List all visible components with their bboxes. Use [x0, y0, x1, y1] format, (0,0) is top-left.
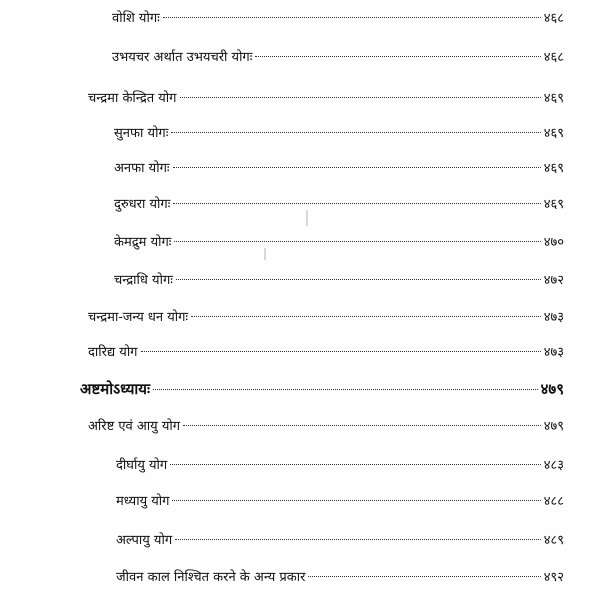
- toc-entry: [114, 158, 564, 180]
- toc-entry: [88, 307, 564, 329]
- toc-entry-title: चन्द्राधि योगः: [114, 273, 173, 288]
- toc-entry-page: ४६८: [543, 50, 564, 65]
- dot-leader: [308, 576, 540, 577]
- toc-chapter-title: अष्टमोऽध्यायः: [80, 380, 151, 398]
- dot-leader: [173, 203, 540, 204]
- toc-entry-title: अल्पायु योग: [116, 533, 173, 548]
- toc-entry: [88, 88, 564, 110]
- toc-entry-page: ४७९: [540, 380, 564, 398]
- dot-leader: [180, 97, 541, 98]
- toc-entry: [116, 567, 564, 589]
- dot-leader: [153, 389, 538, 390]
- scan-mark: [306, 210, 308, 226]
- toc-entry: [114, 232, 564, 254]
- toc-entry-title: जीवन काल निश्चित करने के अन्य प्रकार: [116, 570, 306, 585]
- toc-entry-page: ४६९: [543, 197, 564, 212]
- toc-entry-page: ४७३: [543, 310, 564, 325]
- dot-leader: [255, 56, 540, 57]
- dot-leader: [176, 279, 541, 280]
- toc-entry-page: ४६८: [543, 11, 564, 26]
- toc-entry-page: ४७९: [543, 419, 564, 434]
- dot-leader: [175, 539, 541, 540]
- toc-entry-title: चन्द्रमा-जन्य धन योगः: [88, 310, 189, 325]
- toc-entry-page: ४८८: [543, 494, 564, 509]
- toc-entry-title: चन्द्रमा केन्द्रित योग: [88, 91, 177, 106]
- toc-entry-page: ४६९: [543, 161, 564, 176]
- toc-entry: [112, 47, 564, 69]
- toc-entry-title: केमद्रुम योगः: [114, 235, 172, 250]
- toc-entry-title: मध्यायु योग: [116, 494, 170, 509]
- toc-entry-page: ४६९: [543, 91, 564, 106]
- toc-entry-title: सुनफा योगः: [114, 126, 169, 141]
- dot-leader: [172, 500, 540, 501]
- dot-leader: [163, 17, 541, 18]
- dot-leader: [173, 167, 541, 168]
- toc-entry: [114, 123, 564, 145]
- toc-entry: [88, 416, 564, 438]
- toc-entry-title: अरिष्ट एवं आयु योग: [88, 419, 181, 434]
- toc-chapter-entry: [80, 378, 564, 400]
- toc-entry-page: ४८९: [543, 533, 564, 548]
- toc-entry-title: दुरुधरा योगः: [114, 197, 171, 212]
- toc-entry: [114, 270, 564, 292]
- toc-entry-page: ४७२: [543, 273, 564, 288]
- toc-entry-page: ४८३: [543, 458, 564, 473]
- toc-entry-title: दारिद्य योग: [88, 345, 138, 360]
- dot-leader: [174, 241, 540, 242]
- dot-leader: [141, 351, 541, 352]
- dot-leader: [170, 464, 541, 465]
- toc-entry: [114, 194, 564, 216]
- toc-entry-title: अनफा योगः: [114, 161, 170, 176]
- toc-entry: [116, 530, 564, 552]
- toc-entry-title: उभयचर अर्थात उभयचरी योगः: [112, 50, 253, 65]
- dot-leader: [183, 425, 541, 426]
- scan-mark: [264, 248, 266, 260]
- toc-entry-page: ४७३: [543, 345, 564, 360]
- toc-entry-page: ४६९: [543, 126, 564, 141]
- toc-entry-page: ४७०: [543, 235, 564, 250]
- toc-entry: [112, 8, 564, 30]
- toc-entry-title: वोशि योगः: [112, 11, 160, 26]
- toc-entry: [116, 491, 564, 513]
- toc-entry-page: ४९२: [543, 570, 564, 585]
- dot-leader: [171, 132, 540, 133]
- dot-leader: [191, 316, 541, 317]
- toc-entry: [116, 455, 564, 477]
- toc-entry: [88, 342, 564, 364]
- toc-entry-title: दीर्घायु योग: [116, 458, 168, 473]
